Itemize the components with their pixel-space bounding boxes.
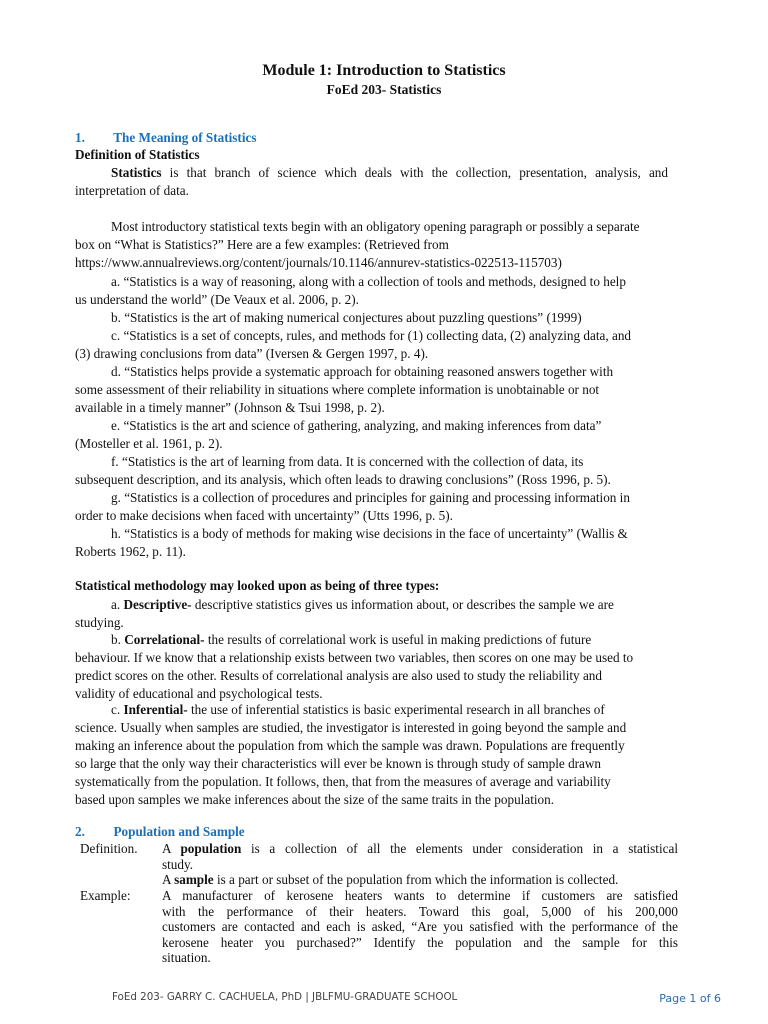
section-2-number: 2. [75, 824, 85, 839]
type-inferential-cont: systematically from the population. It follows, then, that from the measures of average and variability [75, 774, 611, 789]
intro-line: box on “What is Statistics?” Here are a few examples: (Retrieved from [75, 237, 449, 252]
example-item-c-cont: (3) drawing conclusions from data” (Iversen & Gergen 1997, p. 4). [75, 346, 429, 361]
definition-subheading: Definition of Statistics [75, 147, 200, 162]
example-item-c: c. “Statistics is a set of concepts, rules, and methods for (1) collecting data, (2) analyzing data, and [111, 328, 632, 343]
type-correlational-cont: behaviour. If we know that a relationship exists between two variables, then scores on one may be used to [75, 650, 634, 665]
intro-line: Most introductory statistical texts begin with an obligatory opening paragraph or possibly a separate [111, 219, 640, 234]
type-descriptive-cont: studying. [75, 615, 124, 630]
population-definition: A population is a collection of all the elements under consideration in a statistical [162, 841, 678, 856]
example-item-f-cont: subsequent description, and its analysis, which often leads to drawing conclusions” (Ross 1996, p. 5). [75, 472, 611, 487]
example-item-e: e. “Statistics is the art and science of gathering, analyzing, and making inferences from data” [111, 418, 602, 433]
definition-body: A population is a collection of all the elements under consideration in a statistical study. A sample is a part or subset of the population from which the information is collected. [162, 841, 678, 888]
example-item-h-cont: Roberts 1962, p. 11). [75, 544, 186, 559]
definition-line-2: interpretation of data. [75, 183, 189, 198]
example-item-a: a. “Statistics is a way of reasoning, along with a collection of tools and methods, designed to help [111, 274, 626, 289]
definition-term: Statistics [111, 165, 162, 180]
section-1-heading [75, 129, 256, 147]
definition-line-1: Statistics is that branch of science which deals with the collection, presentation, analysis, and [111, 165, 668, 180]
example-item-e-cont: (Mosteller et al. 1961, p. 2). [75, 436, 223, 451]
example-item-a-cont: us understand the world” (De Veaux et al. 2006, p. 2). [75, 292, 359, 307]
section-1-title: The Meaning of Statistics [113, 130, 257, 145]
document-title: Module 1: Introduction to Statistics [262, 62, 506, 79]
definition-label: Definition. [80, 841, 138, 856]
example-item-d: d. “Statistics helps provide a systematic approach for obtaining reasoned answers together with [111, 364, 614, 379]
type-descriptive: a. Descriptive- descriptive statistics gives us information about, or describes the sample we are [111, 597, 614, 612]
type-inferential-cont: so large that the only way their characteristics will ever be known is through study of sample drawn [75, 756, 602, 771]
example-item-d-cont: available in a timely manner” (Johnson & Tsui 1998, p. 2). [75, 400, 385, 415]
example-body: A manufacturer of kerosene heaters wants to determine if customers are satisfied with the performance of their heaters. Toward this goal, 5,000 of his 200,000 customers are contacted and each is asked, “Are you satisfied with the performance of the kerosene heater you purchased?” Identify the population and the sample for this situation. [162, 888, 678, 966]
document-subtitle: FoEd 203- Statistics [326, 82, 442, 97]
type-correlational: b. Correlational- the results of correlational work is useful in making predictions of future [111, 632, 592, 647]
sample-definition: A sample is a part or subset of the population from which the information is collected. [162, 872, 619, 888]
footer-text: FoEd 203- GARRY C. CACHUELA, PhD | JBLFMU-GRADUATE SCHOOL [112, 991, 458, 1003]
example-label: Example: [80, 888, 131, 903]
example-item-b: b. “Statistics is the art of making numerical conjectures about puzzling questions” (1999) [111, 310, 582, 325]
example-item-f: f. “Statistics is the art of learning from data. It is concerned with the collection of data, its [111, 454, 584, 469]
example-item-g-cont: order to make decisions when faced with uncertainty” (Utts 1996, p. 5). [75, 508, 453, 523]
section-1-number: 1. [75, 130, 85, 145]
example-item-d-cont: some assessment of their reliability in situations where complete information is unobtainable or not [75, 382, 600, 397]
example-item-h: h. “Statistics is a body of methods for making wise decisions in the face of uncertainty” (Wallis & [111, 526, 628, 541]
intro-line: https://www.annualreviews.org/content/journals/10.1146/annurev-statistics-022513-115703) [75, 255, 562, 270]
type-correlational-cont: validity of educational and psychological tests. [75, 686, 323, 701]
type-inferential-cont: making an inference about the population from which the sample was drawn. Populations are frequently [75, 738, 625, 753]
example-item-g: g. “Statistics is a collection of procedures and principles for gaining and processing information in [111, 490, 630, 505]
type-inferential-cont: based upon samples we make inferences about the size of the same traits in the population. [75, 792, 554, 807]
section-2-title: Population and Sample [113, 824, 245, 839]
section-2-heading [75, 823, 245, 841]
methodology-heading: Statistical methodology may looked upon as being of three types: [75, 578, 440, 593]
type-correlational-cont: predict scores on the other. Results of correlational analysis are also used to study the reliability and [75, 668, 602, 683]
page-number: Page 1 of 6 [659, 992, 721, 1005]
type-inferential-cont: science. Usually when samples are studied, the investigator is interested in going beyond the sample and [75, 720, 627, 735]
type-inferential: c. Inferential- the use of inferential statistics is basic experimental research in all branches of [111, 702, 605, 717]
